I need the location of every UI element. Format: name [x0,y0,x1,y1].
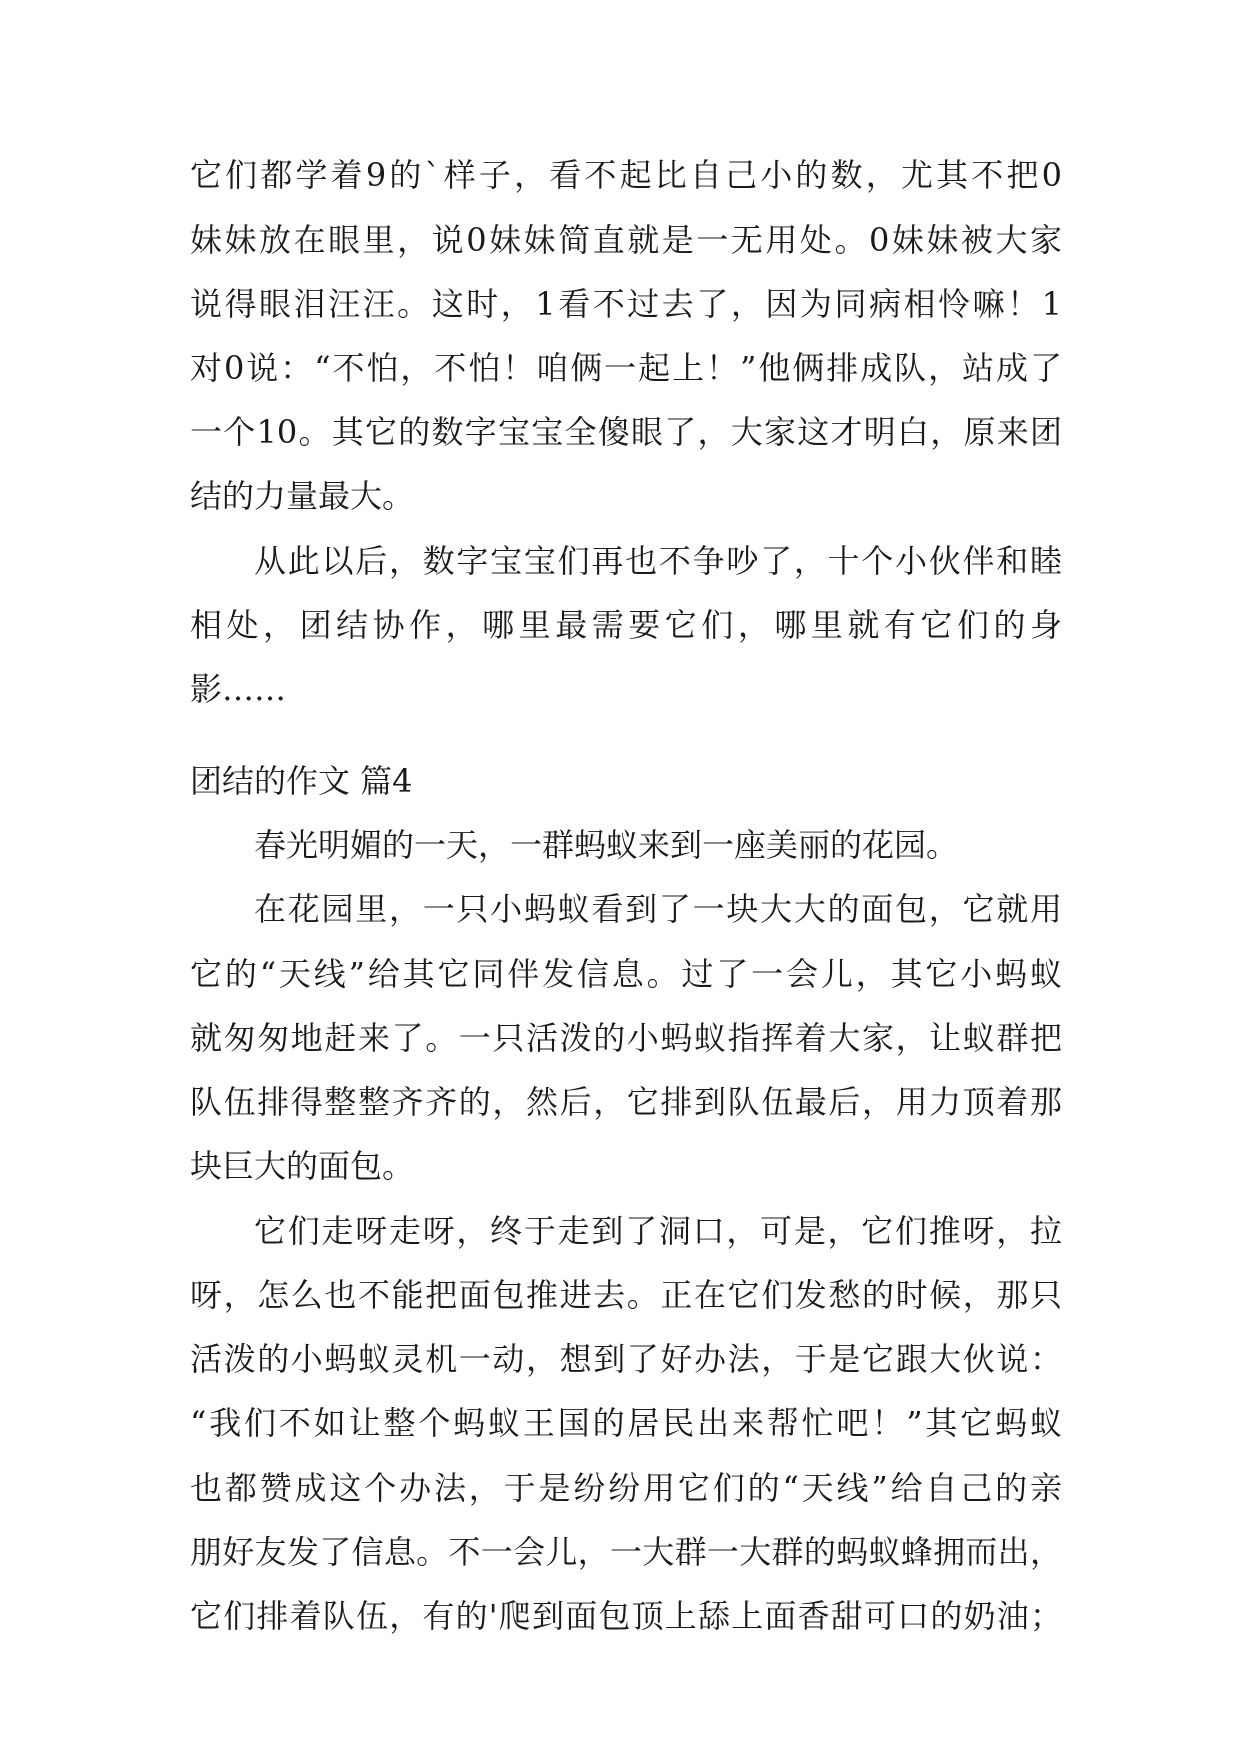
text-line: 对0说：“不怕，不怕！咱俩一起上！”他俩排成队，站成了 [190,349,1062,387]
text-line: 队伍排得整整齐齐的，然后，它排到队伍最后，用力顶着那 [190,1083,1062,1121]
text-line: 相处，团结协作，哪里最需要它们，哪里就有它们的身 [190,606,1062,644]
text-line: 结的力量最大。 [190,477,415,515]
text-line: 块巨大的面包。 [190,1147,415,1185]
text-line: 它的“天线”给其它同伴发信息。过了一会儿，其它小蚂蚁 [190,955,1062,993]
text-line: 朋好友发了信息。不一会儿，一大群一大群的蚂蚁蜂拥而出， [190,1533,1062,1571]
text-line: 它们排着队伍，有的'爬到面包顶上舔上面香甜可口的奶油； [190,1597,1062,1635]
text-line: “我们不如让整个蚂蚁王国的居民出来帮忙吧！”其它蚂蚁 [190,1404,1062,1442]
text-line: 影…… [190,670,287,708]
text-line: 一个10。其它的数字宝宝全傻眼了，大家这才明白，原来团 [190,413,1062,451]
text-line: 妹妹放在眼里，说0妹妹简直就是一无用处。0妹妹被大家 [190,221,1062,259]
text-line: 说得眼泪汪汪。这时，1看不过去了，因为同病相怜嘛！1 [190,285,1062,323]
paragraph-first-line: 它们走呀走呀，终于走到了洞口，可是，它们推呀，拉 [254,1212,1062,1250]
paragraph-first-line: 从此以后，数字宝宝们再也不争吵了，十个小伙伴和睦 [254,542,1062,580]
text-line: 就匆匆地赶来了。一只活泼的小蚂蚁指挥着大家，让蚁群把 [190,1019,1062,1057]
paragraph-first-line: 春光明媚的一天，一群蚂蚁来到一座美丽的花园。 [254,826,959,864]
paragraph-first-line: 在花园里，一只小蚂蚁看到了一块大大的面包，它就用 [254,890,1062,928]
text-line: 呀，怎么也不能把面包推进去。正在它们发愁的时候，那只 [190,1276,1062,1314]
text-line: 活泼的小蚂蚁灵机一动，想到了好办法，于是它跟大伙说： [190,1340,1062,1378]
section-heading: 团结的作文 篇4 [190,762,413,800]
text-line: 也都赞成这个办法，于是纷纷用它们的“天线”给自己的亲 [190,1469,1062,1507]
text-line: 它们都学着9的`样子，看不起比自己小的数，尤其不把0 [190,156,1062,194]
